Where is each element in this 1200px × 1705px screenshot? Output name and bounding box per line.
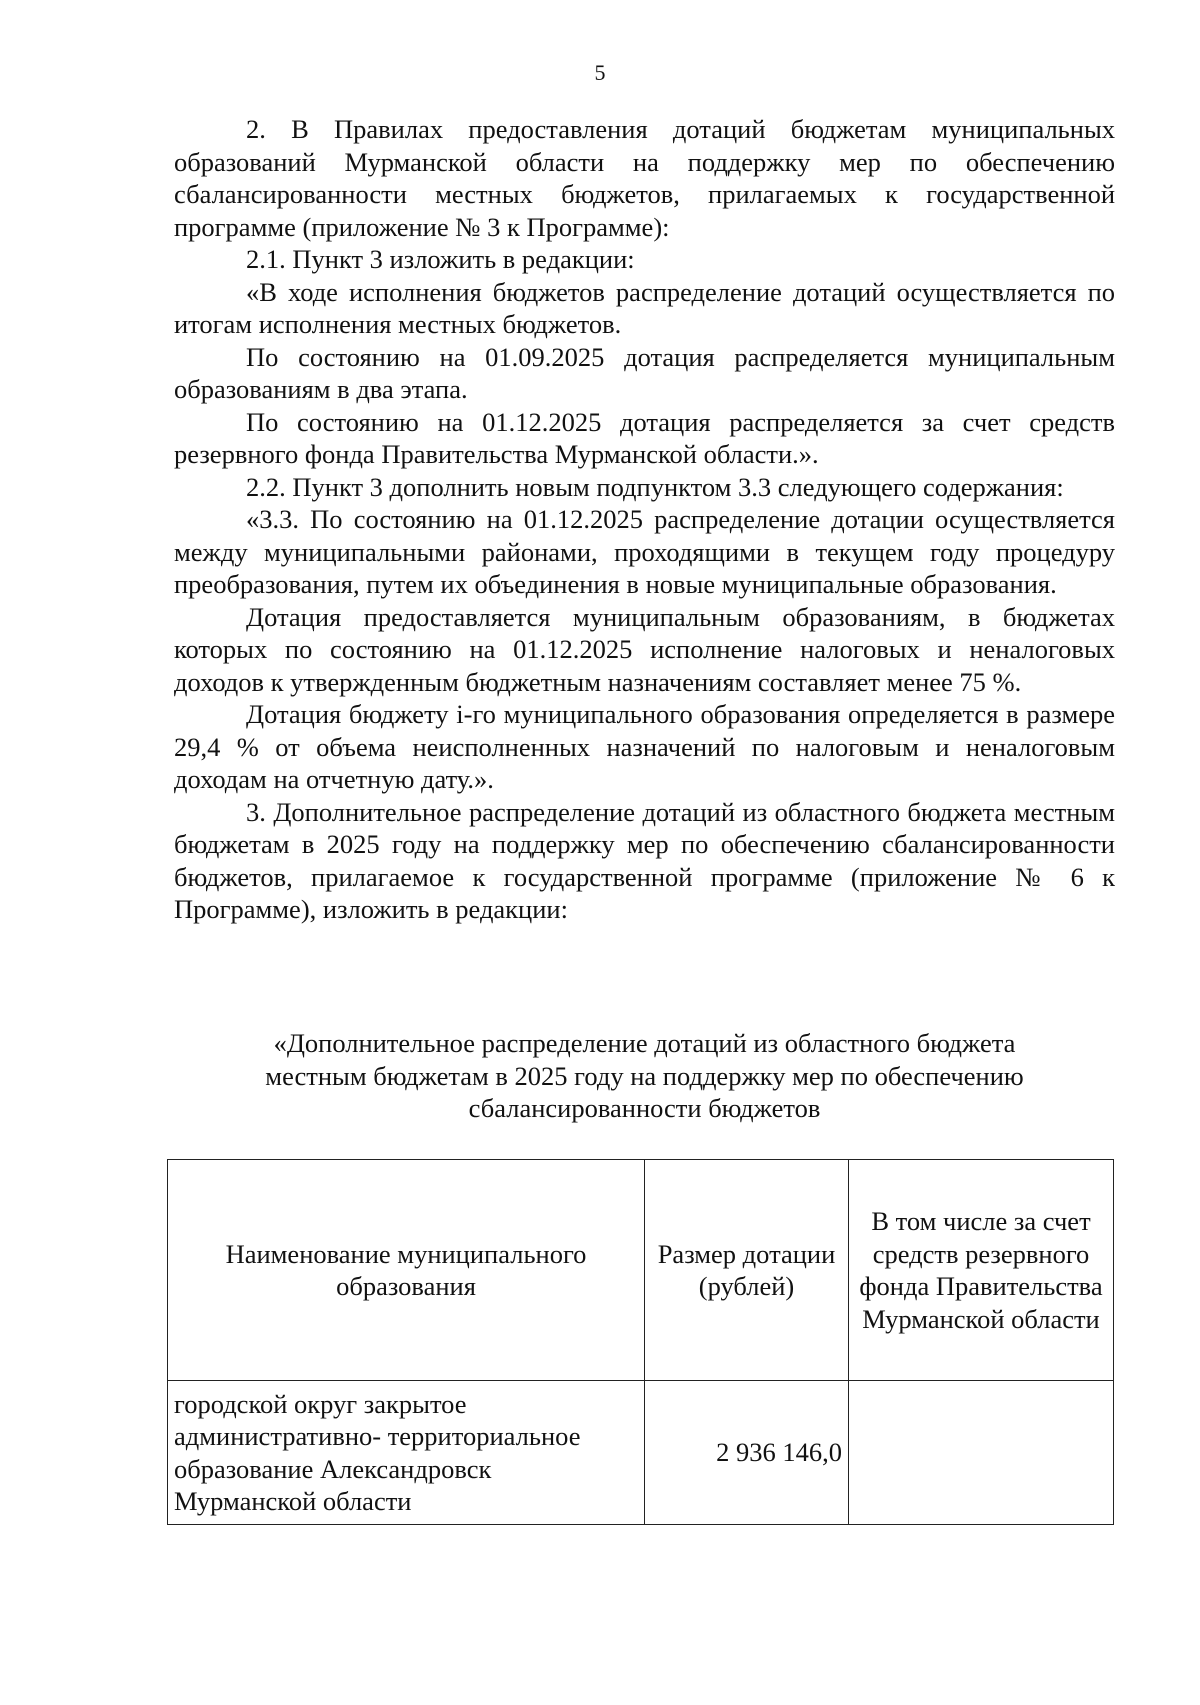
paragraph-2: 2. В Правилах предоставления дотаций бюджетам муниципальных образований Мурманской области на поддержку мер по обеспечению сбалансированности местных бюджетов, прилагаемых к государственной программе (приложение № 3 к Программе):	[174, 114, 1115, 242]
paragraph-2-1: 2.1. Пункт 3 изложить в редакции:	[246, 244, 635, 274]
paragraph-0109: По состоянию на 01.09.2025 дотация распределяется муниципальным образованиям в два этапа.	[174, 341, 1115, 404]
document-body	[174, 113, 1115, 926]
paragraph-3: 3. Дополнительное распределение дотаций из областного бюджета местным бюджетам в 2025 году на поддержку мер по обеспечению сбалансированности бюджетов, прилагаемое к государственной программе (приложение № 6 к Программе), изложить в редакции:	[174, 796, 1115, 924]
header-municipality: Наименование муниципального образования	[168, 1160, 645, 1381]
header-reserve-fund: В том числе за счет средств резервного фонда Правительства Мурманской области	[849, 1160, 1114, 1381]
distribution-table	[167, 1159, 1114, 1525]
cell-reserve-fund	[849, 1381, 1114, 1525]
paragraph-quote-start: «В ходе исполнения бюджетов распределение дотаций осуществляется по итогам исполнения местных бюджетов.	[174, 276, 1115, 339]
page-number: 5	[594, 60, 606, 85]
paragraph-subsidy-condition: Дотация предоставляется муниципальным образованиям, в бюджетах которых по состоянию на 01.12.2025 исполнение налоговых и неналоговых доходов к утвержденным бюджетным назначениям составляет менее 75 %.	[174, 601, 1115, 697]
header-amount: Размер дотации (рублей)	[645, 1160, 849, 1381]
paragraph-3-3: «3.3. По состоянию на 01.12.2025 распределение дотации осуществляется между муниципальными районами, проходящими в текущем году процедуру преобразования, путем их объединения в новые муниципальные образования.	[174, 504, 1115, 599]
table-caption	[174, 1027, 1115, 1125]
cell-municipality: городской округ закрытое административно- территориальное образование Александровск Мурманской области	[168, 1381, 645, 1525]
table-caption-line: «Дополнительное распределение дотаций из областного бюджета	[273, 1028, 1016, 1058]
table-caption-line: местным бюджетам в 2025 году на поддержку мер по обеспечению	[265, 1060, 1024, 1091]
cell-amount: 2 936 146,0	[645, 1381, 849, 1525]
paragraph-0112: По состоянию на 01.12.2025 дотация распределяется за счет средств резервного фонда Правительства Мурманской области.».	[174, 406, 1115, 469]
table-header-row	[168, 1160, 1114, 1381]
paragraph-subsidy-size: Дотация бюджету i-го муниципального образования определяется в размере 29,4 % от объема неисполненных назначений по налоговым и неналоговым доходам на отчетную дату.».	[174, 699, 1115, 794]
table-row	[168, 1381, 1114, 1525]
table-caption-line: сбалансированности бюджетов	[468, 1093, 821, 1123]
paragraph-2-2: 2.2. Пункт 3 дополнить новым подпунктом 3.3 следующего содержания:	[246, 471, 1064, 502]
